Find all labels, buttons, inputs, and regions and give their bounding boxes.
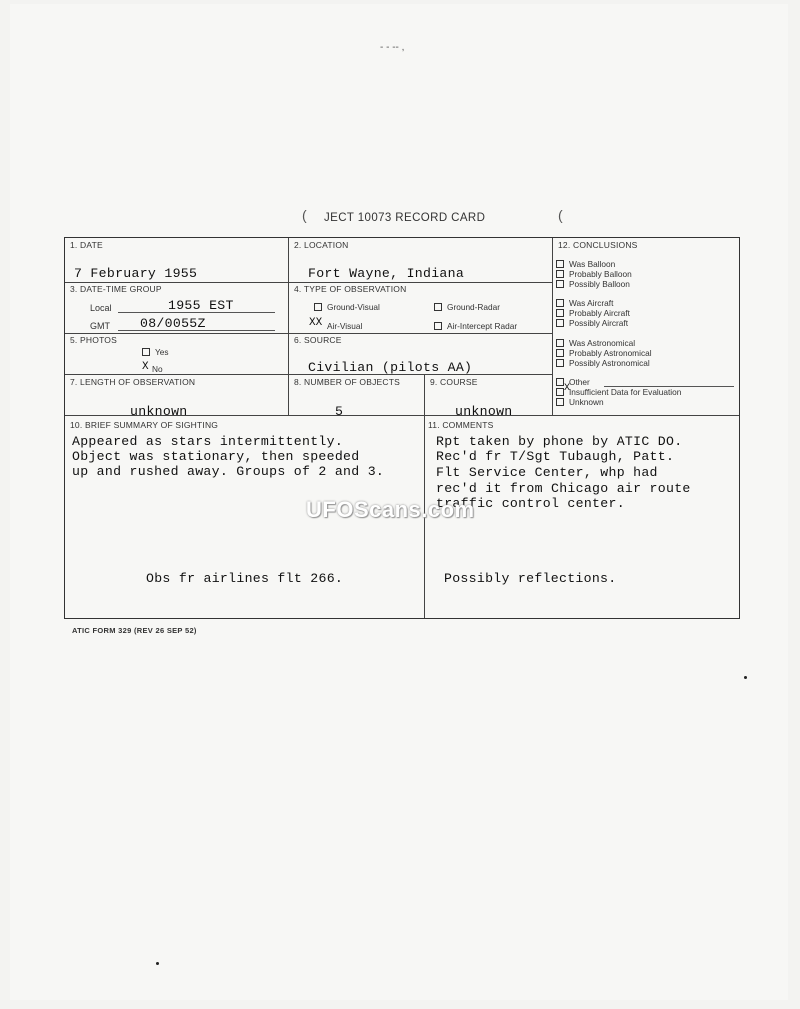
conclusion-probably-astronomical: Probably Astronomical bbox=[556, 348, 652, 358]
checkbox bbox=[556, 319, 564, 327]
location-label: 2. LOCATION bbox=[294, 240, 349, 250]
conclusion-probably-aircraft: Probably Aircraft bbox=[556, 308, 630, 318]
card-title: JECT 10073 RECORD CARD bbox=[324, 212, 486, 224]
conclusion-was-astronomical: Was Astronomical bbox=[556, 338, 635, 348]
local-label: Local bbox=[90, 303, 112, 313]
checkbox bbox=[556, 398, 564, 406]
checkbox bbox=[556, 309, 564, 317]
course-label: 9. COURSE bbox=[430, 377, 478, 387]
conclusion-possibly-balloon: Possibly Balloon bbox=[556, 279, 630, 289]
source-value: Civilian (pilots AA) bbox=[308, 360, 473, 375]
checkbox bbox=[556, 378, 564, 386]
divider bbox=[424, 374, 425, 618]
summary-line: up and rushed away. Groups of 2 and 3. bbox=[72, 464, 385, 479]
checkbox bbox=[556, 349, 564, 357]
conclusion-unknown: Unknown bbox=[556, 397, 604, 407]
speck bbox=[156, 962, 159, 965]
photos-no-check-mark: X bbox=[142, 361, 149, 373]
checkbox bbox=[434, 322, 442, 330]
length-value: unknown bbox=[130, 404, 188, 419]
top-mark: - - -- , bbox=[380, 42, 405, 53]
photos-yes-option: Yes bbox=[142, 347, 169, 357]
num-objects-value: 5 bbox=[335, 404, 344, 419]
comments-label: 11. COMMENTS bbox=[428, 420, 494, 430]
conclusion-insufficient-data: Insufficient Data for Evaluation bbox=[556, 387, 681, 397]
gmt-value: 08/0055Z bbox=[140, 316, 206, 331]
conclusion-was-balloon: Was Balloon bbox=[556, 259, 615, 269]
form-id: ATIC FORM 329 (REV 26 SEP 52) bbox=[72, 626, 197, 635]
checkbox bbox=[556, 280, 564, 288]
divider bbox=[65, 282, 553, 283]
divider bbox=[288, 238, 289, 415]
checkbox bbox=[314, 303, 322, 311]
comments-note: Possibly reflections. bbox=[444, 571, 617, 586]
speck bbox=[744, 676, 747, 679]
checkbox bbox=[142, 348, 150, 356]
gmt-label: GMT bbox=[90, 321, 110, 331]
length-label: 7. LENGTH OF OBSERVATION bbox=[70, 377, 196, 387]
photos-label: 5. PHOTOS bbox=[70, 335, 117, 345]
insufficient-check-mark: X bbox=[564, 383, 571, 394]
photos-no-option: No bbox=[152, 364, 163, 374]
summary-line: Appeared as stars intermittently. bbox=[72, 434, 344, 449]
air-intercept-option: Air-Intercept Radar bbox=[434, 321, 517, 331]
location-value: Fort Wayne, Indiana bbox=[308, 266, 465, 281]
checkbox bbox=[556, 359, 564, 367]
checkbox bbox=[434, 303, 442, 311]
comments-line: Rec'd fr T/Sgt Tubaugh, Patt. bbox=[436, 449, 675, 464]
conclusions-label: 12. CONCLUSIONS bbox=[558, 240, 638, 250]
checkbox bbox=[556, 270, 564, 278]
watermark: UFOScans.com bbox=[306, 497, 475, 522]
course-value: unknown bbox=[455, 404, 513, 419]
ground-radar-option: Ground-Radar bbox=[434, 302, 500, 312]
source-label: 6. SOURCE bbox=[294, 335, 342, 345]
comments-line: traffic control center. bbox=[436, 496, 625, 511]
comments-line: Rpt taken by phone by ATIC DO. bbox=[436, 434, 683, 449]
num-objects-label: 8. NUMBER OF OBJECTS bbox=[294, 377, 401, 387]
checkbox bbox=[556, 339, 564, 347]
paren-left: ( bbox=[302, 207, 307, 223]
divider bbox=[552, 238, 553, 415]
conclusion-was-aircraft: Was Aircraft bbox=[556, 298, 613, 308]
checkbox bbox=[556, 388, 564, 396]
comments-line: rec'd it from Chicago air route bbox=[436, 481, 691, 496]
air-visual-option: Air-Visual bbox=[327, 321, 363, 331]
datetime-label: 3. DATE-TIME GROUP bbox=[70, 284, 162, 294]
conclusion-possibly-aircraft: Possibly Aircraft bbox=[556, 318, 628, 328]
conclusion-possibly-astronomical: Possibly Astronomical bbox=[556, 358, 650, 368]
summary-label: 10. BRIEF SUMMARY OF SIGHTING bbox=[70, 420, 219, 430]
summary-line: Object was stationary, then speeded bbox=[72, 449, 360, 464]
air-visual-check-mark: XX bbox=[309, 317, 323, 329]
conclusion-probably-balloon: Probably Balloon bbox=[556, 269, 632, 279]
paren-right: ( bbox=[558, 207, 563, 223]
checkbox bbox=[556, 260, 564, 268]
observation-type-label: 4. TYPE OF OBSERVATION bbox=[294, 284, 407, 294]
summary-note: Obs fr airlines flt 266. bbox=[146, 571, 344, 586]
checkbox bbox=[556, 299, 564, 307]
comments-line: Flt Service Center, whp had bbox=[436, 465, 658, 480]
date-value: 7 February 1955 bbox=[74, 266, 198, 281]
divider bbox=[65, 333, 553, 334]
local-value: 1955 EST bbox=[168, 298, 234, 313]
ground-visual-option: Ground-Visual bbox=[314, 302, 380, 312]
date-label: 1. DATE bbox=[70, 240, 103, 250]
conclusion-other: Other bbox=[556, 377, 590, 387]
